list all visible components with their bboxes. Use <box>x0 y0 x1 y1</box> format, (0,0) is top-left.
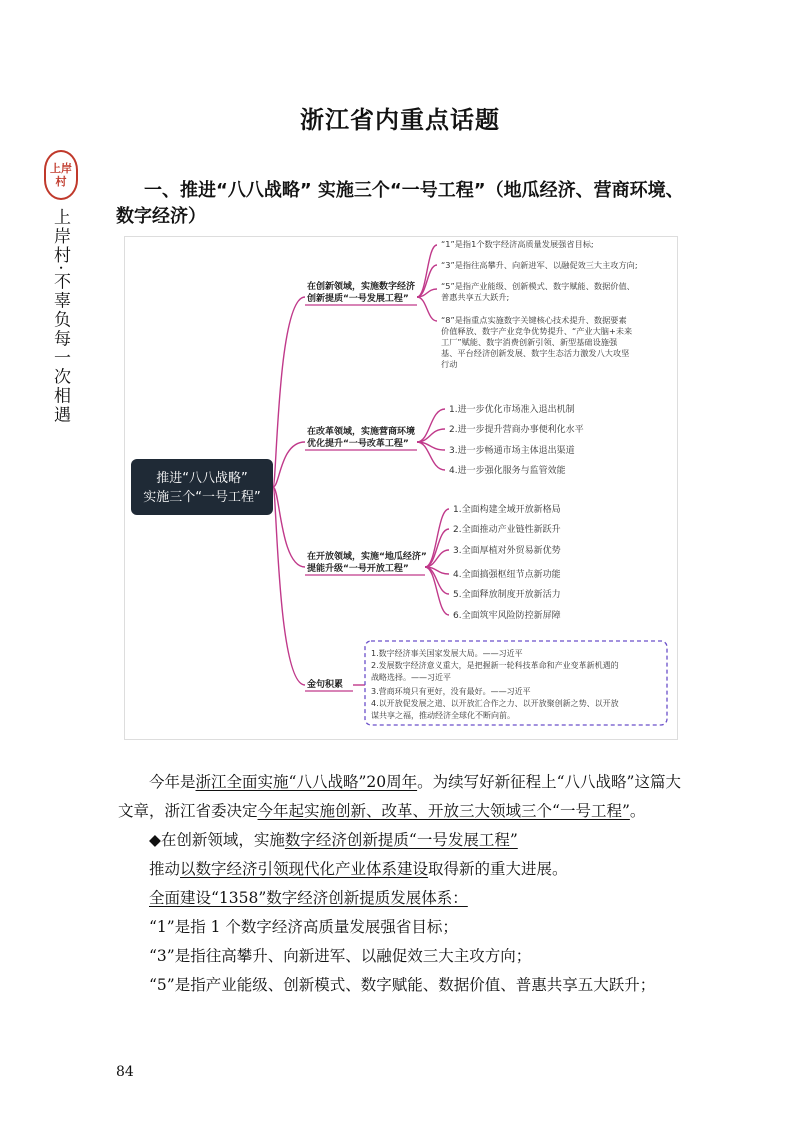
body-text <box>118 768 688 1000</box>
b1-leaf-3: “5”是指产业能级、创新模式、数字赋能、数据价值、 <box>441 281 635 291</box>
sidebar-slogan: 上岸村·不辜负每一次相遇 <box>50 208 70 425</box>
page-title: 浙江省内重点话题 <box>300 105 500 134</box>
mindmap-figure <box>124 236 678 740</box>
paragraph-5: “1”是指 1 个数字经济高质量发展强省目标； <box>149 918 458 936</box>
b3-leaf-6: 6.全面筑牢风险防控新屏障 <box>453 611 561 621</box>
p3-text-a: 推动 <box>149 860 181 878</box>
b3-label-line2: 提能升级“一号开放工程” <box>307 564 409 574</box>
paragraph-2 <box>118 826 688 855</box>
connector-b1-l4 <box>417 297 437 321</box>
b4-leaf-4: 3.营商环境只有更好，没有最好。——习近平 <box>371 687 531 696</box>
b1-label-line1: 在创新领域，实施数字经济 <box>307 282 416 292</box>
b2-label-line2: 优化提升“一号改革工程” <box>307 439 409 449</box>
section-heading: 一、推进“八八战略” 实施三个“一号工程”（地瓜经济、营商环境、数字经济） <box>116 180 684 227</box>
b3-leaf-1: 1.全面构建全域开放新格局 <box>453 505 561 515</box>
b1-leaf-5: “8”是指重点实施数字关键核心技术提升、数据要素 <box>441 315 627 325</box>
b4-leaf-3: 战略选择。——习近平 <box>371 673 451 682</box>
b4-leaf-5: 4.以开放促发展之道、以开放汇合作之力、以开放聚创新之势、以开放 <box>371 699 619 708</box>
b1-leaf-2: “3”是指往高攀升、向新进军、以融促效三大主攻方向; <box>441 260 638 270</box>
paragraph-3 <box>118 855 688 884</box>
b1-leaf-9: 行动 <box>441 359 458 369</box>
b4-leaf-6: 谋共享之福，推动经济全球化不断向前。 <box>371 711 515 720</box>
p1-text-c: 。 <box>629 802 646 820</box>
b3-leaf-5: 5.全面释放制度开放新活力 <box>453 590 561 600</box>
b1-leaf-6: 价值释放、数字产业竞争优势提升、“产业大脑+未来 <box>441 326 633 336</box>
p1-text-b: 。为续写好新征程上“八八战略”这篇大文章，浙江省委决定 <box>118 773 681 820</box>
b1-leaf-8: 基、平台经济创新发展、数字生态活力激发八大攻坚 <box>441 348 630 358</box>
connector-root-b1 <box>273 297 305 487</box>
p2-text-a: ◆在创新领域，实施 <box>149 831 285 849</box>
root-line2: 实施三个“一号工程” <box>143 490 261 505</box>
connector-root-b2 <box>273 442 305 487</box>
p1-text-a: 今年是 <box>149 773 196 791</box>
p1-underline-1: 浙江全面实施“八八战略”20周年 <box>195 773 418 791</box>
seal-line2: 村 <box>55 175 67 188</box>
b3-leaf-3: 3.全面厚植对外贸易新优势 <box>453 546 561 556</box>
paragraph-1 <box>118 768 688 826</box>
root-line1: 推进“八八战略” <box>156 471 248 486</box>
paragraph-4 <box>118 884 688 913</box>
b2-leaf-4: 4.进一步强化服务与监管效能 <box>449 466 566 476</box>
b3-label-line1: 在开放领域，实施“地瓜经济” <box>307 552 427 562</box>
p3-text-b: 取得新的重大进展。 <box>428 860 568 878</box>
b2-leaf-2: 2.进一步提升营商办事便利化水平 <box>449 425 584 435</box>
b1-label-line2: 创新提质“一号发展工程” <box>307 294 409 304</box>
b1-leaf-4: 普惠共享五大跃升; <box>441 292 510 302</box>
p3-underline: 以数字经济引领现代化产业体系建设 <box>180 860 429 878</box>
connector-root-b4 <box>273 487 305 685</box>
b4-leaf-2: 2.发展数字经济意义重大，是把握新一轮科技革命和产业变革新机遇的 <box>371 661 619 670</box>
mindmap-svg <box>125 237 677 739</box>
connector-b2-l1 <box>417 409 445 442</box>
p2-underline: 数字经济创新提质“一号发展工程” <box>284 831 518 849</box>
b3-leaf-4: 4.全面搞强枢纽节点新功能 <box>453 570 561 580</box>
b3-leaf-2: 2.全面推动产业链性新跃升 <box>453 525 561 535</box>
paragraph-7: “5”是指产业能级、创新模式、数字赋能、数据价值、普惠共享五大跃升； <box>149 976 656 994</box>
p1-underline-2: 今年起实施创新、改革、开放三大领域三个“一号工程” <box>257 802 630 820</box>
b4-label-line1: 金句积累 <box>307 680 344 690</box>
seal-line1: 上岸 <box>50 162 72 175</box>
b2-leaf-1: 1.进一步优化市场准入退出机制 <box>449 405 575 415</box>
paragraph-6: “3”是指往高攀升、向新进军、以融促效三大主攻方向； <box>149 947 532 965</box>
page-number: 84 <box>116 1064 134 1080</box>
b2-leaf-3: 3.进一步畅通市场主体退出渠道 <box>449 446 575 456</box>
p4-underline: 全面建设“1358”数字经济创新提质发展体系： <box>149 889 468 907</box>
seal-logo <box>44 150 78 200</box>
mindmap-root-node <box>131 459 273 515</box>
b1-leaf-1: “1”是指1个数字经济高质量发展强省目标; <box>441 239 594 249</box>
b4-leaf-1: 1.数字经济事关国家发展大局。——习近平 <box>371 649 523 658</box>
b1-leaf-7: 工厂”赋能、数字消费创新引领、新型基础设施强 <box>441 337 618 347</box>
b2-label-line1: 在改革领域，实施营商环境 <box>307 427 416 437</box>
